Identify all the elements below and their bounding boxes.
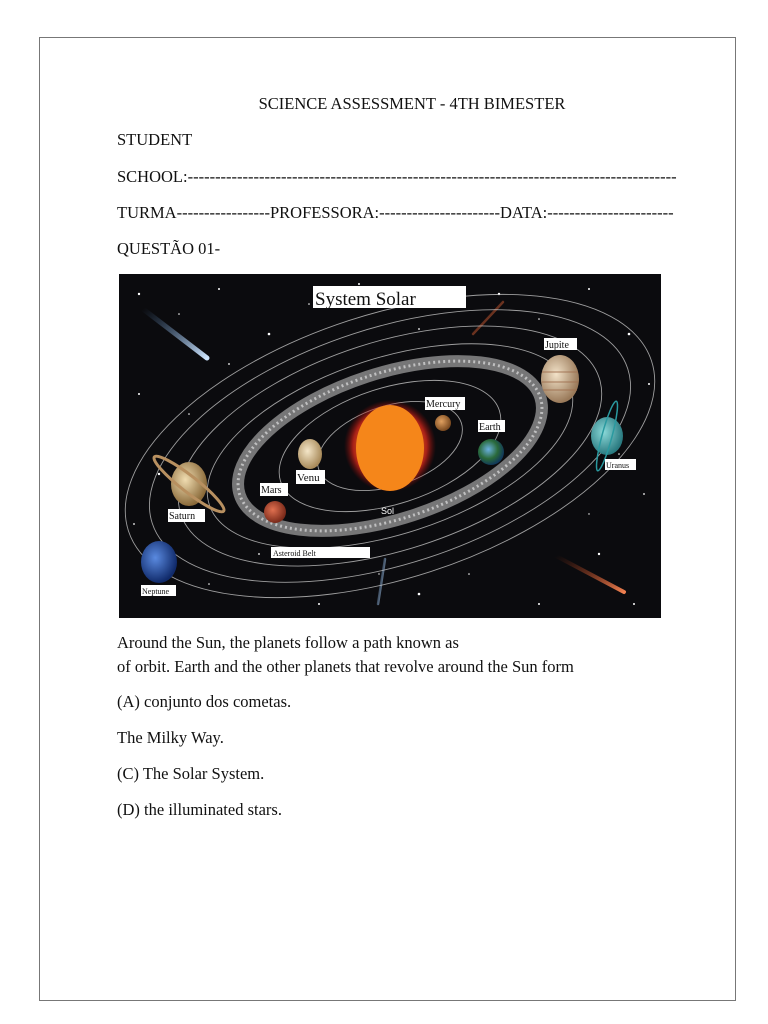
uranus-planet bbox=[591, 417, 623, 455]
neptune-label: Neptune bbox=[142, 587, 170, 596]
school-line: SCHOOL:----------------------------------------------------------------------------------------- bbox=[117, 167, 677, 186]
question-sentence-1: Around the Sun, the planets follow a path known as bbox=[117, 633, 459, 652]
saturn-label: Saturn bbox=[169, 511, 196, 522]
sun-label: Sol bbox=[381, 506, 395, 516]
option-a: (A) conjunto dos cometas. bbox=[117, 692, 292, 711]
option-b: The Milky Way. bbox=[117, 728, 224, 747]
turma-professora-data-line: TURMA-----------------PROFESSORA:----------------------DATA:----------------------- bbox=[117, 203, 674, 222]
student-line: STUDENT bbox=[117, 130, 193, 149]
sun-core bbox=[356, 405, 424, 491]
venus-planet bbox=[298, 439, 322, 469]
solar-system-figure bbox=[119, 274, 661, 618]
jupiter-planet bbox=[541, 355, 579, 403]
mercury-planet bbox=[435, 415, 451, 431]
page-title: SCIENCE ASSESSMENT - 4TH BIMESTER bbox=[258, 94, 566, 113]
asteroid-belt-label: Asteroid Belt bbox=[273, 549, 316, 558]
question-sentence-2: of orbit. Earth and the other planets that revolve around the Sun form bbox=[117, 657, 574, 676]
mercury-label: Mercury bbox=[426, 399, 461, 410]
earth-label: Earth bbox=[479, 422, 501, 433]
figure-title: System Solar bbox=[315, 289, 416, 310]
jupiter-label: Jupite bbox=[545, 340, 569, 351]
mars-label: Mars bbox=[261, 485, 282, 496]
venus-label: Venu bbox=[297, 472, 320, 484]
question-number: QUESTÃO 01- bbox=[117, 239, 221, 258]
mars-planet bbox=[264, 501, 286, 523]
uranus-label: Uranus bbox=[606, 461, 630, 470]
earth-planet bbox=[478, 439, 504, 465]
option-c: (C) The Solar System. bbox=[117, 764, 265, 783]
option-d: (D) the illuminated stars. bbox=[117, 800, 282, 819]
neptune-planet bbox=[141, 541, 177, 583]
